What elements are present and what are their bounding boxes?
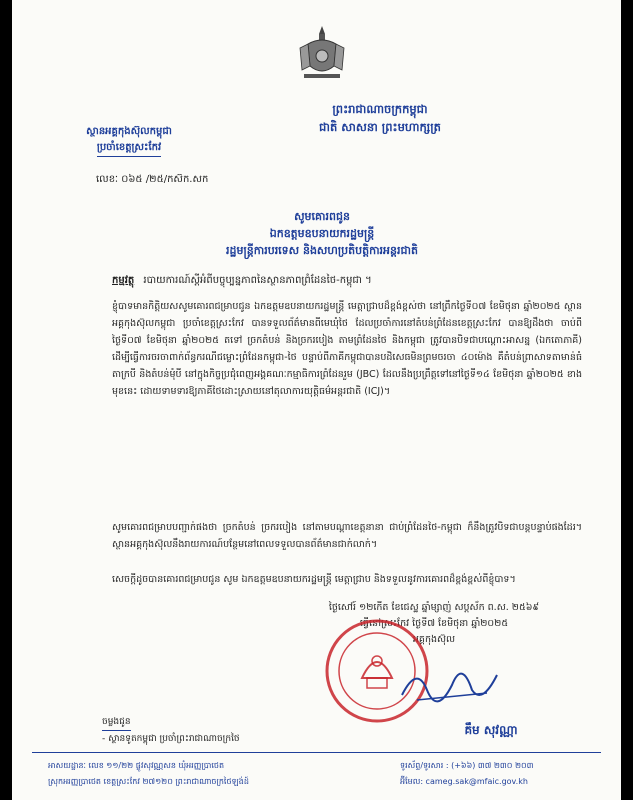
kingdom-line-2: ជាតិ សាសនា ព្រះមហាក្សត្រ (319, 120, 441, 134)
royal-coat-of-arms-icon (290, 22, 354, 86)
addressee-line-2: ឯកឧត្តមឧបនាយករដ្ឋមន្ត្រី (269, 227, 375, 240)
body-paragraph-3: សេចក្តីដូចបានគោរពជម្រាបជូន សូម ឯកឧត្តមឧបនាយករដ្ឋមន្ត្រី មេត្តាជ្រាប និងទទួលនូវការគោរពដ៏ខ្ពង់ខ្ពស់ពីខ្ញុំបាទ។ (112, 574, 516, 585)
lunar-date: ថ្ងៃសៅរ៍ ១២កើត ខែជេស្ឋ ឆ្នាំម្សាញ់ សប្តស័ក ព.ស. ២៥៦៩ (328, 602, 540, 613)
addressee-line-1: សូមគោរពជូន (294, 210, 350, 223)
subject-text: របាយការណ៍ស្តីអំពីបច្ចុប្បន្នភាពនៃស្ថានភាពព្រំដែនថៃ-កម្ពុជា ។ (143, 275, 372, 286)
address-line-1: អាសយដ្ឋានៈ លេខ ១១/២២ ផ្លូវសុវណ្ណសន ឃុំអរញ្ញប្រាថេត (48, 761, 225, 770)
signer-name: គឹម សុវណ្ណា (464, 723, 518, 737)
subject-line (112, 273, 582, 288)
subject-label: កម្មវត្ថុ (112, 275, 135, 286)
footer-contact (400, 758, 600, 790)
footer-address (48, 758, 348, 790)
signer-position: អគ្គកុងស៊ុល (412, 634, 456, 645)
footer-divider (32, 752, 601, 753)
copy-to-label: ចម្លងជូន (102, 714, 131, 731)
reference-number: លេខៈ ០៦៥ /២៥/កស៊ក.សក (96, 174, 209, 185)
addressee-block (162, 208, 482, 259)
kingdom-header (280, 100, 480, 136)
handwritten-signature-icon (397, 655, 507, 715)
copy-to-item: - ស្ថានទូតកម្ពុជា ប្រចាំព្រះរាជាណាចក្រថៃ (102, 734, 240, 744)
consulate-line-2: ប្រចាំខេត្តស្រះកែវ (97, 140, 161, 157)
body-paragraph-1: ខ្ញុំបាទមានកិត្តិយសសូមគោរពជម្រាបជូន ឯកឧត្តមឧបនាយករដ្ឋមន្ត្រី មេត្តាជ្រាបដ៏ខ្ពង់ខ្ពស់ថា នៅព្រឹកថ្ងៃទី០៧ ខែមិថុនា ឆ្នាំ២០២៥ ស្ថានអគ្គកុងស៊ុលកម្ពុជា ប្រចាំខេត្តស្រះកែវ បានទទួលព័ត៌មានពីមេឃុំថៃ ដែលប្រចាំការនៅតំបន់ព្រំដែនខេត្តស្រះកែវ បានឱ្យដឹងថា ចាប់ពីថ្ងៃទី០៧ ខែមិថុនា ឆ្នាំ២០២៥ តទៅ ច្រកតំបន់ និងច្រករបៀង តាមព្រំដែនថៃ និងកម្ពុជា ត្រូវបានបិទជាបណ្តោះអាសន្ន (ឯកតោភាគី) ដើម្បីធ្វើការចរចាពាក់ព័ន្ធករណីជម្លោះព្រំដែនកម្ពុជា-ថៃ បន្ទាប់ពីភាគីកម្ពុជាបានបដិសេធមិនព្រមចរចា ៤០ម៉ោង គឺតំបន់ព្រាសាទតាមាន់ធំ តាក្របី និងតំបន់មុំបី នៅក្នុងកិច្ចប្រជុំពេញអង្គគណៈកម្មាធិការព្រំដែនរួម (JBC) ដែលនឹងប្រព្រឹត្តទៅនៅថ្ងៃទី១៤ ខែមិថុនា ឆ្នាំ២០២៥ ខាងមុខនេះ ដោយទាមទារឱ្យភាគីថៃដោះស្រាយនៅតុលាការយុត្តិធម៌អន្តរជាតិ (ICJ)។ (112, 301, 582, 397)
kingdom-line-1: ព្រះរាជាណាចក្រកម្ពុជា (332, 102, 428, 116)
addressee-line-3: រដ្ឋមន្ត្រីការបរទេស និងសហប្រតិបត្តិការអន្តរជាតិ (226, 244, 418, 257)
email-address: អ៊ីមែល: cameg.sak@mfaic.gov.kh (400, 777, 528, 786)
consulate-header (64, 124, 194, 157)
phone-number: ទូរស័ព្ទ/ទូរសារ : (+៦៦) ៣៧ ២៣០ ២០៣ (400, 761, 534, 770)
consulate-line-1: ស្ថានអគ្គកុងស៊ុលកម្ពុជា (86, 126, 172, 137)
address-line-2: ស្រុកអរញ្ញប្រាថេត ខេត្តស្រះកែវ ២៧១២០ ព្រះរាជាណាចក្រថៃឡង់ដ៍ (48, 777, 249, 786)
body-paragraph-2: សូមគោរពជម្រាបបញ្ជាក់ផងថា ច្រកតំបន់ ច្រករបៀង នៅតាមបណ្តាខេត្តនានា ជាប់ព្រំដែនថៃ-កម្ពុជា ក៏នឹងត្រូវបិទជាបន្តបន្ទាប់ផងដែរ។ ស្ថានអគ្គកុងស៊ុលនឹងរាយការណ៍បន្ថែមនៅពេលទទួលបានព័ត៌មានជាក់លាក់។ (112, 522, 582, 550)
letter-page (12, 0, 621, 800)
solar-date: ធ្វើនៅស្រះកែវ ថ្ងៃទី៧ ខែមិថុនា ឆ្នាំ២០២៥ (359, 618, 509, 629)
copy-to-block (102, 714, 240, 747)
